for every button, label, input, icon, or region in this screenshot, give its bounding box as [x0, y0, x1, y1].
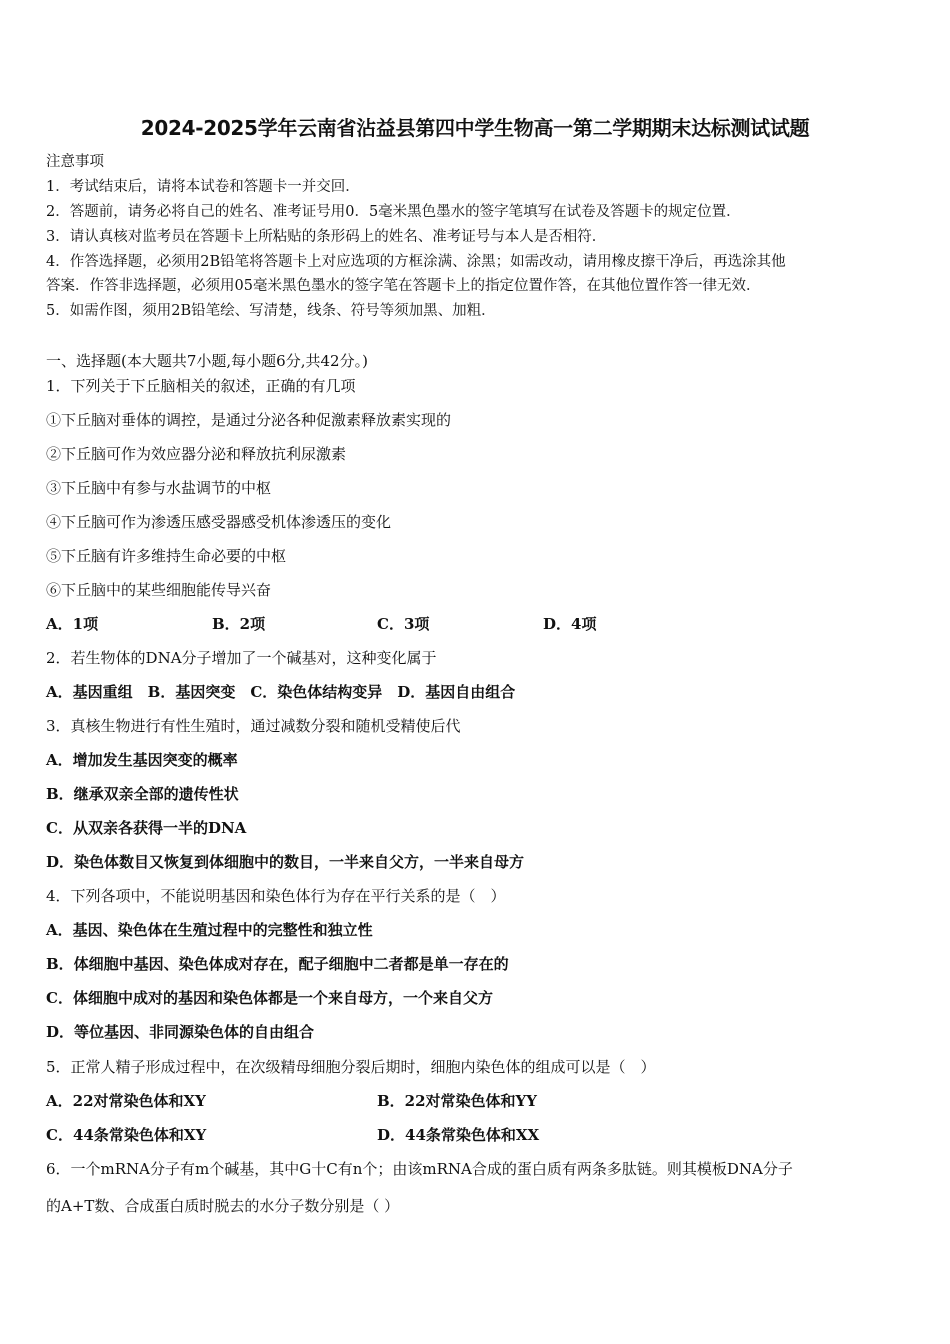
q1-statement-5: ⑤下丘脑有许多维持生命必要的中枢 — [46, 547, 287, 565]
q1-statement-1: ①下丘脑对垂体的调控，是通过分泌各种促激素释放素实现的 — [46, 411, 452, 429]
notice-item-3: 3．请认真核对监考员在答题卡上所粘贴的条形码上的姓名、准考证号与本人是否相符． — [46, 229, 607, 245]
q4-option-c: C．体细胞中成对的基因和染色体都是一个来自母方，一个来自父方 — [46, 989, 493, 1007]
q3-stem: 3．真核生物进行有性生殖时，通过减数分裂和随机受精使后代 — [46, 717, 461, 735]
notice-heading: 注意事项 — [46, 154, 104, 170]
q4-option-a: A．基因、染色体在生殖过程中的完整性和独立性 — [46, 921, 373, 939]
q6-stem-line-2: 的A+T数、合成蛋白质时脱去的水分子数分别是（ ） — [46, 1197, 400, 1215]
q6-stem-line-1: 6．一个mRNA分子有m个碱基，其中G十C有n个；由该mRNA合成的蛋白质有两条多肽链。则其模板DNA分子 — [46, 1160, 793, 1178]
q1-statement-3: ③下丘脑中有参与水盐调节的中枢 — [46, 479, 272, 497]
section-heading: 一、选择题(本大题共7小题,每小题6分,共42分。) — [46, 352, 368, 370]
q1-statement-2: ②下丘脑可作为效应器分泌和释放抗利尿激素 — [46, 445, 347, 463]
q2-options: A．基因重组 B．基因突变 C．染色体结构变异 D．基因自由组合 — [46, 683, 516, 701]
q4-option-d: D．等位基因、非同源染色体的自由组合 — [46, 1023, 315, 1041]
q5-option-b: B．22对常染色体和YY — [377, 1092, 537, 1110]
q1-statement-4: ④下丘脑可作为渗透压感受器感受机体渗透压的变化 — [46, 513, 392, 531]
q1-statement-6: ⑥下丘脑中的某些细胞能传导兴奋 — [46, 581, 272, 599]
q5-option-d: D．44条常染色体和XX — [377, 1126, 540, 1144]
notice-item-2: 2．答题前，请务必将自己的姓名、准考证号用0．5毫米黑色墨水的签字笔填写在试卷及答题卡的规定位置． — [46, 204, 741, 220]
q5-option-a: A．22对常染色体和XY — [46, 1092, 206, 1110]
notice-item-4-cont: 答案．作答非选择题，必须用05毫米黑色墨水的签字笔在答题卡上的指定位置作答，在其他位置作答一律无效． — [46, 278, 761, 294]
notice-item-4: 4．作答选择题，必须用2B铅笔将答题卡上对应选项的方框涂满、涂黑；如需改动，请用橡皮擦干净后，再选涂其他 — [46, 254, 786, 270]
q5-stem: 5．正常人精子形成过程中，在次级精母细胞分裂后期时，细胞内染色体的组成可以是（ ） — [46, 1058, 656, 1076]
q1-stem: 1．下列关于下丘脑相关的叙述，正确的有几项 — [46, 377, 356, 395]
q1-option-a: A．1项 — [46, 615, 99, 633]
q1-option-d: D．4项 — [543, 615, 597, 633]
q1-option-b: B．2项 — [212, 615, 266, 633]
q4-option-b: B．体细胞中基因、染色体成对存在，配子细胞中二者都是单一存在的 — [46, 955, 509, 973]
q1-option-c: C．3项 — [377, 615, 430, 633]
q3-option-d: D．染色体数目又恢复到体细胞中的数目，一半来自父方，一半来自母方 — [46, 853, 525, 871]
notice-item-5: 5．如需作图，须用2B铅笔绘、写清楚，线条、符号等须加黑、加粗． — [46, 303, 496, 319]
q5-option-c: C．44条常染色体和XY — [46, 1126, 207, 1144]
notice-item-1: 1．考试结束后，请将本试卷和答题卡一并交回． — [46, 179, 360, 195]
q3-option-b: B．继承双亲全部的遗传性状 — [46, 785, 239, 803]
q3-option-c: C．从双亲各获得一半的DNA — [46, 819, 247, 837]
q4-stem: 4．下列各项中，不能说明基因和染色体行为存在平行关系的是（ ） — [46, 887, 506, 905]
q3-option-a: A．增加发生基因突变的概率 — [46, 751, 238, 769]
q2-stem: 2．若生物体的DNA分子增加了一个碱基对，这种变化属于 — [46, 649, 437, 667]
page-title: 2024-2025学年云南省沾益县第四中学生物高一第二学期期末达标测试试题 — [140, 116, 810, 140]
